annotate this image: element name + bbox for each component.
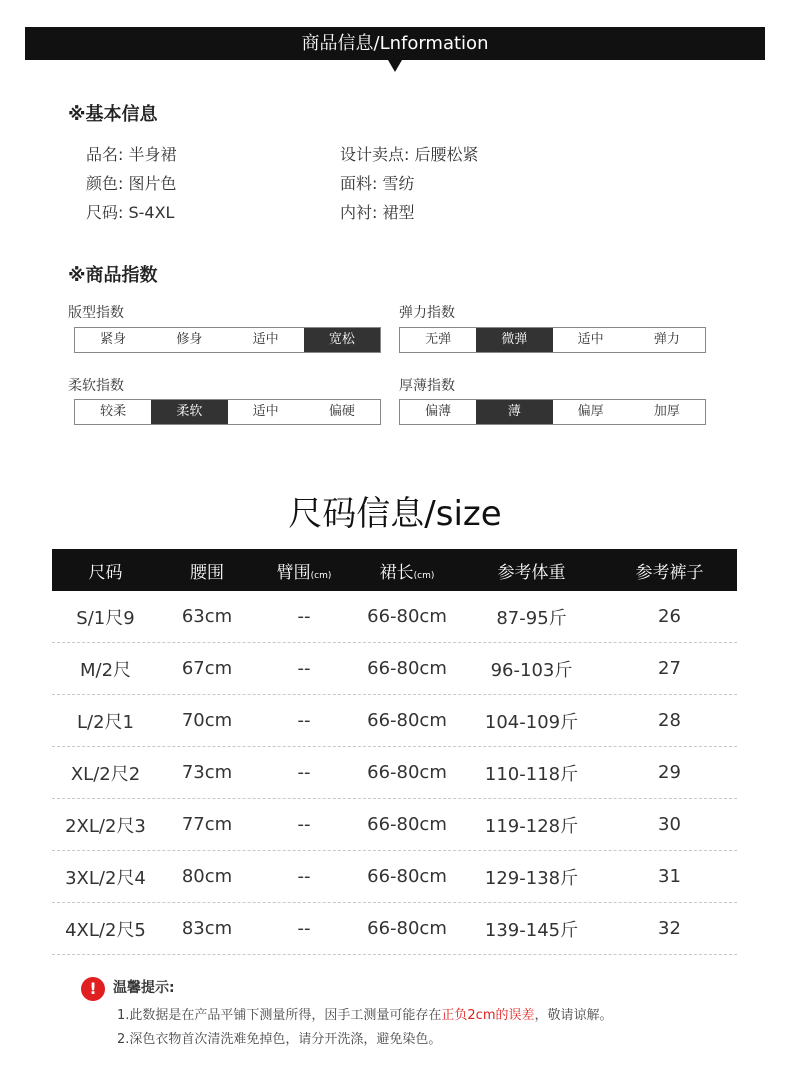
index-bar-softness bbox=[74, 399, 381, 425]
table-cell: -- bbox=[297, 710, 311, 731]
info-item-name: 品名: 半身裙 bbox=[86, 145, 177, 164]
tip-title: 温馨提示: bbox=[113, 980, 175, 996]
section-header-bar bbox=[25, 27, 765, 60]
table-cell: 67cm bbox=[181, 658, 233, 679]
exclamation-icon: ! bbox=[81, 977, 105, 1001]
table-cell: 66-80cm bbox=[367, 710, 447, 731]
table-cell: -- bbox=[297, 918, 311, 939]
index-option: 修身 bbox=[176, 332, 203, 347]
index-option: 无弹 bbox=[425, 332, 452, 347]
table-row bbox=[52, 591, 737, 643]
table-cell: 104-109斤 bbox=[484, 711, 579, 733]
table-cell: -- bbox=[297, 606, 311, 627]
table-header-cell: 参考体重 bbox=[497, 562, 566, 583]
table-header-cell: 尺码 bbox=[88, 562, 123, 583]
size-table bbox=[52, 549, 737, 955]
table-cell: 77cm bbox=[181, 814, 233, 835]
table-cell: 30 bbox=[658, 814, 681, 835]
table-row bbox=[52, 851, 737, 903]
table-cell: L/2尺1 bbox=[77, 711, 134, 733]
table-cell: 66-80cm bbox=[367, 814, 447, 835]
tip-line-1-highlight: 正负2cm的误差 bbox=[441, 1008, 535, 1023]
index-option: 紧身 bbox=[100, 332, 127, 347]
table-cell: 80cm bbox=[181, 866, 233, 887]
index-option-selected: 柔软 bbox=[151, 400, 227, 424]
index-option: 偏厚 bbox=[577, 404, 604, 419]
table-header bbox=[52, 549, 737, 591]
table-cell: 66-80cm bbox=[367, 866, 447, 887]
size-info-title: 尺码信息/size bbox=[288, 494, 502, 534]
table-cell: -- bbox=[297, 866, 311, 887]
info-item-color: 颜色: 图片色 bbox=[86, 174, 177, 193]
table-row bbox=[52, 643, 737, 695]
index-option: 较柔 bbox=[100, 404, 127, 419]
tip-line-1 bbox=[117, 1004, 613, 1023]
info-item-fabric: 面料: 雪纺 bbox=[340, 174, 415, 193]
table-cell: 32 bbox=[658, 918, 681, 939]
table-header-cell: 参考裤子 bbox=[635, 562, 704, 583]
basic-info-title: ※基本信息 bbox=[68, 104, 158, 125]
index-label-elasticity: 弹力指数 bbox=[399, 305, 455, 321]
table-cell: 83cm bbox=[181, 918, 233, 939]
table-header-cell: 臂围(cm) bbox=[276, 562, 332, 583]
index-option-selected: 微弹 bbox=[476, 328, 552, 352]
index-bar-fit bbox=[74, 327, 381, 353]
index-option: 适中 bbox=[252, 404, 279, 419]
header-title: 商品信息/Lnformation bbox=[301, 33, 489, 54]
table-cell: 73cm bbox=[181, 762, 233, 783]
table-cell: -- bbox=[297, 814, 311, 835]
info-item-size: 尺码: S-4XL bbox=[86, 203, 175, 222]
index-option: 偏薄 bbox=[425, 404, 452, 419]
index-label-thickness: 厚薄指数 bbox=[399, 378, 455, 394]
table-cell: 66-80cm bbox=[367, 918, 447, 939]
table-cell: S/1尺9 bbox=[76, 607, 135, 629]
table-cell: 63cm bbox=[181, 606, 233, 627]
table-body bbox=[52, 591, 737, 955]
header-notch-arrow bbox=[388, 60, 402, 72]
table-cell: 110-118斤 bbox=[484, 763, 579, 785]
index-option: 偏硬 bbox=[328, 404, 355, 419]
table-cell: 3XL/2尺4 bbox=[65, 867, 146, 889]
table-cell: 28 bbox=[658, 710, 681, 731]
table-cell: -- bbox=[297, 762, 311, 783]
index-label-softness: 柔软指数 bbox=[68, 378, 124, 394]
table-cell: 66-80cm bbox=[367, 658, 447, 679]
tip-line-1-suffix: ，敬请谅解。 bbox=[534, 1008, 613, 1023]
table-cell: 27 bbox=[658, 658, 681, 679]
table-cell: 29 bbox=[658, 762, 681, 783]
table-cell: 66-80cm bbox=[367, 606, 447, 627]
index-option: 弹力 bbox=[653, 332, 680, 347]
product-index-title: ※商品指数 bbox=[68, 265, 158, 286]
table-cell: XL/2尺2 bbox=[70, 763, 141, 785]
index-option-selected: 薄 bbox=[476, 400, 552, 424]
table-cell: 96-103斤 bbox=[490, 659, 573, 681]
table-cell: 70cm bbox=[181, 710, 233, 731]
table-header-cell: 裙长(cm) bbox=[379, 562, 435, 583]
index-option: 适中 bbox=[252, 332, 279, 347]
table-header-cell: 腰围 bbox=[190, 562, 224, 583]
table-row bbox=[52, 903, 737, 955]
index-option: 加厚 bbox=[653, 404, 680, 419]
table-cell: 129-138斤 bbox=[484, 867, 579, 889]
table-row bbox=[52, 799, 737, 851]
table-cell: 119-128斤 bbox=[484, 815, 579, 837]
tip-line-1-prefix: 1.此数据是在产品平铺下测量所得，因手工测量可能存在 bbox=[117, 1008, 442, 1023]
info-item-design: 设计卖点: 后腰松紧 bbox=[340, 145, 479, 164]
table-cell: 66-80cm bbox=[367, 762, 447, 783]
index-label-fit: 版型指数 bbox=[68, 305, 124, 321]
table-cell: 26 bbox=[658, 606, 681, 627]
table-cell: 31 bbox=[658, 866, 681, 887]
index-option-selected: 宽松 bbox=[304, 328, 380, 352]
table-row bbox=[52, 695, 737, 747]
index-option: 适中 bbox=[577, 332, 604, 347]
tip-line-2: 2.深色衣物首次清洗难免掉色，请分开洗涤，避免染色。 bbox=[117, 1032, 442, 1047]
table-cell: 139-145斤 bbox=[484, 919, 579, 941]
info-item-lining: 内衬: 裙型 bbox=[340, 203, 415, 222]
index-bar-thickness bbox=[399, 399, 706, 425]
table-cell: 87-95斤 bbox=[496, 607, 567, 629]
table-cell: M/2尺 bbox=[79, 659, 132, 681]
table-row bbox=[52, 747, 737, 799]
table-cell: -- bbox=[297, 658, 311, 679]
index-bar-elasticity bbox=[399, 327, 706, 353]
table-cell: 2XL/2尺3 bbox=[65, 815, 146, 837]
table-cell: 4XL/2尺5 bbox=[65, 919, 146, 941]
